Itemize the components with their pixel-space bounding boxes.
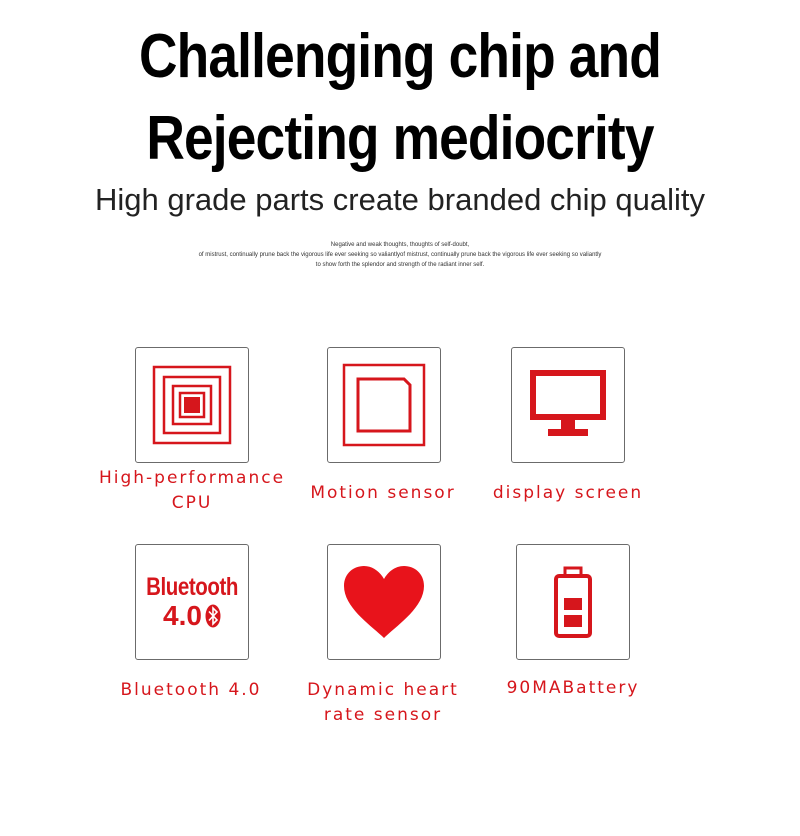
- headline-line-1: Challenging chip and: [139, 22, 661, 91]
- heart-icon: [342, 564, 426, 640]
- fine-print-line-3: to show forth the splendor and strength of the radiant inner self.: [315, 262, 485, 268]
- sensor-chip-icon: [342, 363, 426, 447]
- headline-line-2: Rejecting mediocrity: [146, 104, 654, 173]
- chip-icon: [152, 365, 232, 445]
- display-feature-card: [511, 347, 625, 463]
- cpu-feature-card: [135, 347, 249, 463]
- bluetooth-feature-label: Bluetooth 4.0: [120, 680, 262, 700]
- battery-icon: [553, 566, 593, 638]
- motion-sensor-label: Motion sensor: [310, 483, 456, 503]
- bluetooth-logo-version: 4.0: [163, 600, 202, 631]
- subtitle: High grade parts create branded chip quality: [94, 182, 706, 217]
- bluetooth-rune-icon: [205, 604, 221, 628]
- motion-sensor-feature-card: [327, 347, 441, 463]
- display-feature-label: display screen: [492, 483, 644, 503]
- battery-feature-label: 90MABattery: [506, 678, 640, 698]
- cpu-feature-label: High-performance CPU: [98, 468, 286, 513]
- fine-print-line-2: of mistrust, continually prune back the vigorous life ever seeking so valiantlyof mistrust, continually prune back the vigorous life ever seeking so valiantly: [198, 252, 602, 258]
- fine-print-line-1: Negative and weak thoughts, thoughts of self-doubt,: [330, 242, 470, 248]
- battery-feature-card: [516, 544, 630, 660]
- heart-rate-feature-label: Dynamic heart rate sensor: [307, 680, 459, 725]
- bluetooth-logo-text: Bluetooth: [146, 573, 238, 601]
- heart-rate-feature-card: [327, 544, 441, 660]
- bluetooth-feature-card: [135, 544, 249, 660]
- bluetooth-logo-icon: [136, 573, 248, 631]
- monitor-icon: [530, 370, 606, 440]
